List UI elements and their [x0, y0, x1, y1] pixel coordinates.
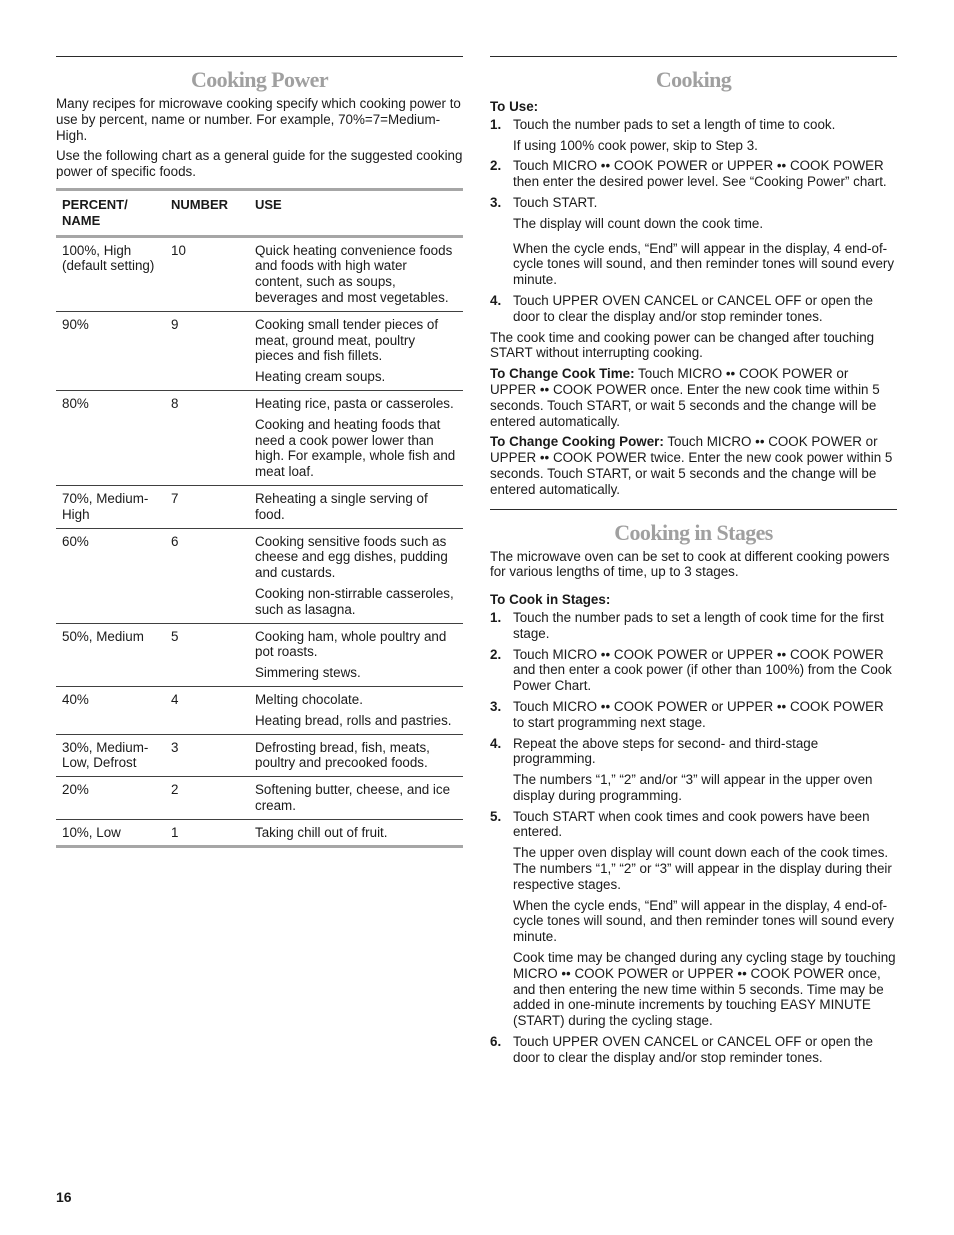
- use-text: Cooking sensitive foods such as cheese and egg dishes, pudding and custards.: [255, 533, 448, 581]
- step-text: [513, 647, 897, 694]
- number-cell: 3: [165, 734, 249, 777]
- change-cooking-power-label: To Change Cooking Power:: [490, 434, 664, 450]
- use-text: Taking chill out of fruit.: [255, 824, 388, 840]
- step-paragraph: The upper oven display will count down each of the cook times. The numbers “1,” “2” or “3” will appear in the display during their respective stages.: [513, 845, 892, 892]
- use-text: Reheating a single serving of food.: [255, 490, 428, 522]
- step-paragraph: Cook time may be changed during any cycling stage by touching MICRO •• COOK POWER or UPPER •• COOK POWER once, and then entering the new time within 5 seconds. Time may be added in one-minute increments by touching EASY MINUTE (START) during the cycling stage.: [513, 950, 896, 1029]
- step-number: 2.: [490, 158, 502, 174]
- use-cell: [249, 819, 463, 847]
- step-paragraph: Touch UPPER OVEN CANCEL or CANCEL OFF or open the door to clear the display and/or stop reminder tones.: [513, 1034, 873, 1065]
- step-text: [513, 736, 897, 804]
- step-number: 1.: [490, 116, 502, 132]
- step-paragraph: Touch the number pads to set a length of cook time for the first stage.: [513, 609, 884, 641]
- use-text: Cooking and heating foods that need a cook power lower than high. For example, whole fish and meat loaf.: [255, 416, 456, 480]
- stages-title: Cooking in Stages: [614, 519, 773, 545]
- step-item: [490, 117, 897, 154]
- step-item: [490, 809, 897, 1029]
- step-item: [490, 610, 897, 642]
- step-text: [513, 610, 897, 642]
- stages-steps-list: [490, 610, 897, 1066]
- step-item: [490, 699, 897, 731]
- cooking-power-table: [56, 188, 463, 849]
- cooking-after-text: The cook time and cooking power can be changed after touching START without interrupting cooking.: [490, 329, 875, 361]
- step-number: 6.: [490, 1034, 502, 1050]
- section-rule: [490, 509, 897, 510]
- step-paragraph: When the cycle ends, “End” will appear in the display, 4 end-of-cycle tones will sound, and then reminder tones will sound every minute.: [513, 897, 895, 945]
- use-text: Simmering stews.: [255, 665, 361, 681]
- step-number: 5.: [490, 808, 502, 824]
- percent-cell: 10%, Low: [56, 819, 165, 847]
- step-number: 4.: [490, 735, 502, 751]
- step-text: [513, 809, 897, 1029]
- step-paragraph: When the cycle ends, “End” will appear in the display, 4 end-of-cycle tones will sound, and then reminder tones will sound every minute.: [513, 240, 895, 288]
- number-cell: 10: [165, 236, 249, 311]
- step-paragraph: The display will count down the cook time.: [513, 215, 764, 231]
- step-number: 2.: [490, 646, 502, 662]
- table-row: [56, 390, 463, 485]
- section-rule: [56, 56, 463, 57]
- use-text: Quick heating convenience foods and foods with high water content, such as soups, beverages and most vegetables.: [255, 242, 453, 305]
- percent-cell: 70%, Medium-High: [56, 485, 165, 528]
- use-text: Softening butter, cheese, and ice cream.: [255, 782, 451, 813]
- step-text: [513, 195, 897, 288]
- percent-cell: 60%: [56, 528, 165, 623]
- stages-heading: To Cook in Stages:: [490, 592, 611, 608]
- section-rule: [490, 56, 897, 57]
- step-item: [490, 293, 897, 325]
- change-cook-time: [490, 366, 897, 429]
- cooking-title: Cooking: [655, 67, 732, 92]
- number-cell: 4: [165, 686, 249, 734]
- use-text: Cooking non-stirrable casseroles, such as lasagna.: [255, 585, 454, 617]
- step-number: 3.: [490, 194, 502, 210]
- number-cell: 8: [165, 390, 249, 485]
- percent-cell: 80%: [56, 390, 165, 485]
- step-paragraph: Touch MICRO •• COOK POWER or UPPER •• COOK POWER and then enter a cook power (if other than 100%) from the Cook Power Chart.: [513, 646, 892, 694]
- step-item: [490, 736, 897, 804]
- number-cell: 7: [165, 485, 249, 528]
- percent-cell: 90%: [56, 311, 165, 390]
- table-row: [56, 528, 463, 623]
- table-row: [56, 236, 463, 311]
- use-text: Melting chocolate.: [255, 691, 363, 707]
- percent-cell: 40%: [56, 686, 165, 734]
- table-row: [56, 485, 463, 528]
- use-text: Defrosting bread, fish, meats, poultry and precooked foods.: [255, 739, 430, 771]
- change-cook-time-label: To Change Cook Time:: [490, 366, 635, 382]
- step-text: [513, 117, 897, 154]
- step-paragraph: Touch the number pads to set a length of time to cook.: [513, 116, 836, 132]
- table-row: [56, 819, 463, 847]
- use-text: Cooking small tender pieces of meat, ground meat, poultry pieces and fish fillets.: [255, 316, 439, 364]
- left-column: [56, 56, 463, 848]
- table-row: [56, 777, 463, 820]
- number-cell: 6: [165, 528, 249, 623]
- step-text: [513, 293, 897, 325]
- page-number: 16: [56, 1189, 72, 1205]
- step-text: [513, 158, 897, 190]
- step-paragraph: Touch UPPER OVEN CANCEL or CANCEL OFF or open the door to clear the display and/or stop reminder tones.: [513, 292, 873, 324]
- use-cell: [249, 734, 463, 777]
- table-row: [56, 734, 463, 777]
- use-cell: [249, 311, 463, 390]
- percent-cell: 20%: [56, 777, 165, 820]
- step-paragraph: Touch START when cook times and cook powers have been entered.: [513, 808, 870, 840]
- table-row: [56, 686, 463, 734]
- number-cell: 2: [165, 777, 249, 820]
- percent-cell: 30%, Medium-Low, Defrost: [56, 734, 165, 777]
- use-cell: [249, 236, 463, 311]
- step-paragraph: If using 100% cook power, skip to Step 3.: [513, 137, 758, 153]
- step-number: 3.: [490, 698, 502, 714]
- use-cell: [249, 390, 463, 485]
- step-paragraph: The numbers “1,” “2” and/or “3” will appear in the upper oven display during programming.: [513, 772, 873, 803]
- stages-intro: The microwave oven can be set to cook at different cooking powers for various lengths of time, up to 3 stages.: [490, 548, 890, 580]
- use-cell: [249, 686, 463, 734]
- use-cell: [249, 623, 463, 686]
- step-text: [513, 1034, 897, 1066]
- step-item: [490, 1034, 897, 1066]
- number-cell: 1: [165, 819, 249, 847]
- use-text: Heating rice, pasta or casseroles.: [255, 395, 454, 411]
- table-header-row: [56, 189, 463, 236]
- percent-cell: 50%, Medium: [56, 623, 165, 686]
- step-paragraph: Repeat the above steps for second- and third-stage programming.: [513, 735, 819, 767]
- to-use-heading: To Use:: [490, 99, 539, 114]
- step-paragraph: Touch START.: [513, 194, 598, 210]
- use-text: Heating cream soups.: [255, 369, 386, 385]
- cooking-power-title: Cooking Power: [190, 67, 329, 92]
- step-item: [490, 647, 897, 694]
- change-cooking-power: [490, 434, 897, 497]
- table-body: [56, 236, 463, 847]
- step-paragraph: Touch MICRO •• COOK POWER or UPPER •• COOK POWER to start programming next stage.: [513, 698, 884, 730]
- percent-cell: 100%, High (default setting): [56, 236, 165, 311]
- change-cooking-power-text: Touch MICRO •• COOK POWER or UPPER •• COOK POWER twice. Enter the new cook power within 5 seconds. Touch START, or wait 5 seconds and the change will be entered automatically.: [490, 434, 893, 497]
- cooking-power-intro: Many recipes for microwave cooking specify which cooking power to use by percent, name or number. For example, 70%=7=Medium-High.: [56, 96, 461, 143]
- table-row: [56, 311, 463, 390]
- step-item: [490, 158, 897, 190]
- step-number: 4.: [490, 292, 502, 308]
- header-use: USE: [249, 189, 463, 236]
- step-item: [490, 195, 897, 288]
- use-cell: [249, 528, 463, 623]
- step-text: [513, 699, 897, 731]
- cooking-steps-list: [490, 117, 897, 325]
- number-cell: 9: [165, 311, 249, 390]
- step-paragraph: Touch MICRO •• COOK POWER or UPPER •• COOK POWER then enter the desired power level. See “Cooking Power” chart.: [513, 158, 887, 190]
- use-cell: [249, 485, 463, 528]
- number-cell: 5: [165, 623, 249, 686]
- header-percent: PERCENT/ NAME: [56, 189, 165, 236]
- step-number: 1.: [490, 609, 502, 625]
- use-cell: [249, 777, 463, 820]
- use-text: Cooking ham, whole poultry and pot roasts.: [255, 628, 447, 660]
- use-text: Heating bread, rolls and pastries.: [255, 712, 452, 728]
- cooking-power-guide: Use the following chart as a general guide for the suggested cooking power of specific foods.: [56, 148, 463, 180]
- right-column: [490, 56, 897, 1071]
- change-cook-time-text: Touch MICRO •• COOK POWER or UPPER •• COOK POWER once. Enter the new cook time within 5 seconds. Touch START, or wait 5 seconds and the change will be entered automatically.: [490, 366, 880, 429]
- table-row: [56, 623, 463, 686]
- header-number: NUMBER: [165, 189, 249, 236]
